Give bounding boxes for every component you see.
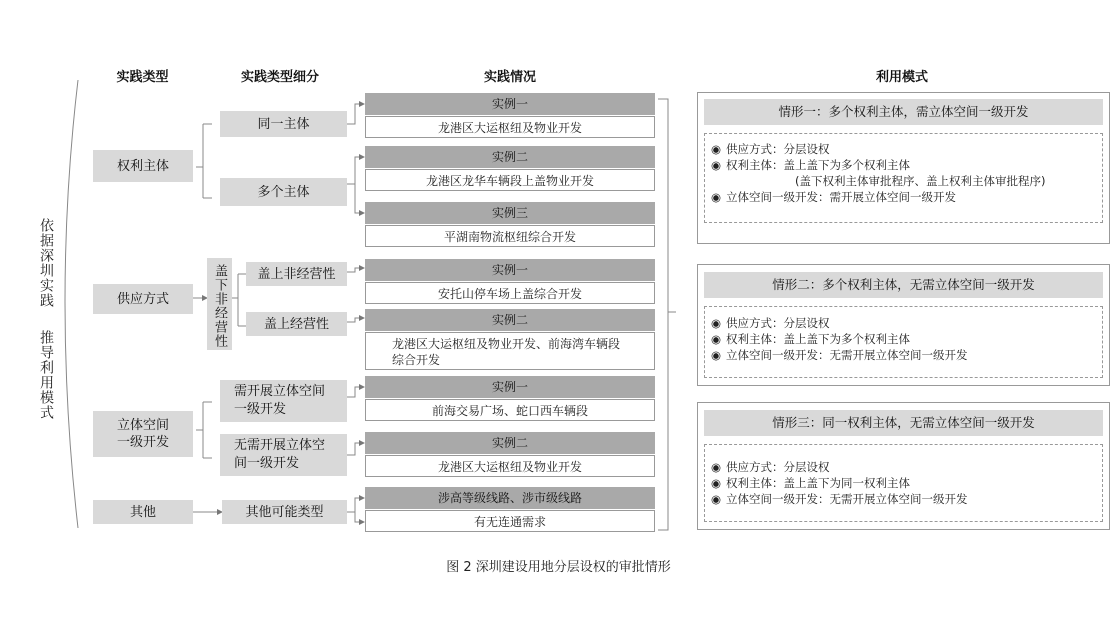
- example-3-head: 实例三: [365, 202, 655, 224]
- subtype-multi: 多个主体: [220, 178, 347, 206]
- example-5-head: 实例二: [365, 309, 655, 331]
- category-rights: 权利主体: [93, 150, 193, 182]
- mode-3-body: [704, 444, 1103, 522]
- mode-2-item: ◉ 权利主体：盖上盖下为多个权利主体: [711, 332, 910, 346]
- example-7-desc: 龙港区大运枢纽及物业开发: [365, 455, 655, 477]
- example-1-desc: 龙港区大运枢纽及物业开发: [365, 116, 655, 138]
- example-8-head: 涉高等级线路、涉市级线路: [365, 487, 655, 509]
- bullet-icon: ◉: [711, 190, 722, 204]
- subtype-noneed: [220, 434, 347, 476]
- header-mode: 利用模式: [875, 70, 928, 85]
- subtype-noneed-line2: 间一级开发: [234, 456, 300, 471]
- header-type: 实践类型: [116, 70, 169, 85]
- main-brace: [65, 80, 78, 528]
- subtype-vertical-text: 盖下非经营性: [212, 264, 227, 348]
- subtype-need-line1: 需开展立体空间: [234, 384, 326, 399]
- figure-caption: 图 2 深圳建设用地分层设权的审批情形: [446, 560, 671, 575]
- subtype-other: 其他可能类型: [222, 500, 347, 524]
- example-1-head: 实例一: [365, 93, 655, 115]
- header-subtype: 实践类型细分: [240, 70, 319, 85]
- mode-3-item: ◉ 权利主体：盖上盖下为同一权利主体: [711, 476, 910, 490]
- subtype-vertical-box: [207, 258, 232, 350]
- category-supply: 供应方式: [93, 284, 193, 314]
- mode-1-body: [704, 133, 1103, 223]
- category-space: [93, 411, 193, 457]
- mode-1-item: ◉ 权利主体：盖上盖下为多个权利主体: [711, 158, 910, 172]
- category-space-line1: 立体空间: [116, 418, 169, 433]
- mode-1: [697, 92, 1110, 244]
- subtype-noneed-line1: 无需开展立体空: [234, 438, 326, 453]
- subtype-need: [220, 380, 347, 422]
- bullet-icon: ◉: [711, 158, 722, 172]
- example-2-desc: 龙港区龙华车辆段上盖物业开发: [365, 169, 655, 191]
- mode-2-body: [704, 306, 1103, 378]
- bullet-icon: ◉: [711, 332, 722, 346]
- example-6-head: 实例一: [365, 376, 655, 398]
- bullet-icon: ◉: [711, 476, 722, 490]
- example-4-desc: 安托山停车场上盖综合开发: [365, 282, 655, 304]
- vertical-title-2: 推导利用模式: [38, 330, 54, 420]
- bullet-icon: ◉: [711, 492, 722, 506]
- mode-2-item: ◉ 供应方式：分层设权: [711, 316, 830, 330]
- subtype-op: 盖上经营性: [246, 312, 347, 336]
- example-8-desc: 有无连通需求: [365, 510, 655, 532]
- vertical-title-1: 依据深圳实践: [38, 218, 54, 308]
- mode-3-item: ◉ 立体空间一级开发：无需开展立体空间一级开发: [711, 492, 968, 506]
- brace-space: [196, 402, 212, 458]
- example-2-head: 实例二: [365, 146, 655, 168]
- example-5-desc-line1: 龙港区大运枢纽及物业开发、前海湾车辆段: [392, 337, 621, 351]
- bullet-icon: ◉: [711, 142, 722, 156]
- subtype-nonop: 盖上非经营性: [246, 262, 347, 286]
- mode-2-title: 情形二：多个权利主体，无需立体空间一级开发: [704, 272, 1103, 298]
- mode-3-title: 情形三：同一权利主体，无需立体空间一级开发: [704, 410, 1103, 436]
- mode-1-item-note: (盖下权利主体审批程序、盖上权利主体审批程序): [795, 174, 1046, 188]
- subtype-same: 同一主体: [220, 111, 347, 137]
- example-6-desc: 前海交易广场、蛇口西车辆段: [365, 399, 655, 421]
- mode-1-item: ◉ 供应方式：分层设权: [711, 142, 830, 156]
- example-3-desc: 平湖南物流枢纽综合开发: [365, 225, 655, 247]
- example-5-desc: [365, 332, 655, 370]
- bullet-icon: ◉: [711, 348, 722, 362]
- mode-1-item: ◉ 立体空间一级开发：需开展立体空间一级开发: [711, 190, 956, 204]
- subtype-need-line2: 一级开发: [234, 402, 287, 417]
- mode-3: [697, 402, 1110, 530]
- mode-3-item: ◉ 供应方式：分层设权: [711, 460, 830, 474]
- bullet-icon: ◉: [711, 316, 722, 330]
- mode-2-item: ◉ 立体空间一级开发：无需开展立体空间一级开发: [711, 348, 968, 362]
- bullet-icon: ◉: [711, 460, 722, 474]
- category-other: 其他: [93, 500, 193, 524]
- brace-rights: [196, 124, 212, 198]
- example-4-head: 实例一: [365, 259, 655, 281]
- mode-2: [697, 264, 1110, 386]
- brace-supply: [232, 274, 246, 326]
- right-brace: [658, 99, 676, 530]
- mode-1-title: 情形一：多个权利主体，需立体空间一级开发: [704, 99, 1103, 125]
- example-7-head: 实例二: [365, 432, 655, 454]
- header-situation: 实践情况: [483, 70, 536, 85]
- example-5-desc-line2: 综合开发: [392, 353, 441, 367]
- category-space-line2: 一级开发: [116, 435, 169, 450]
